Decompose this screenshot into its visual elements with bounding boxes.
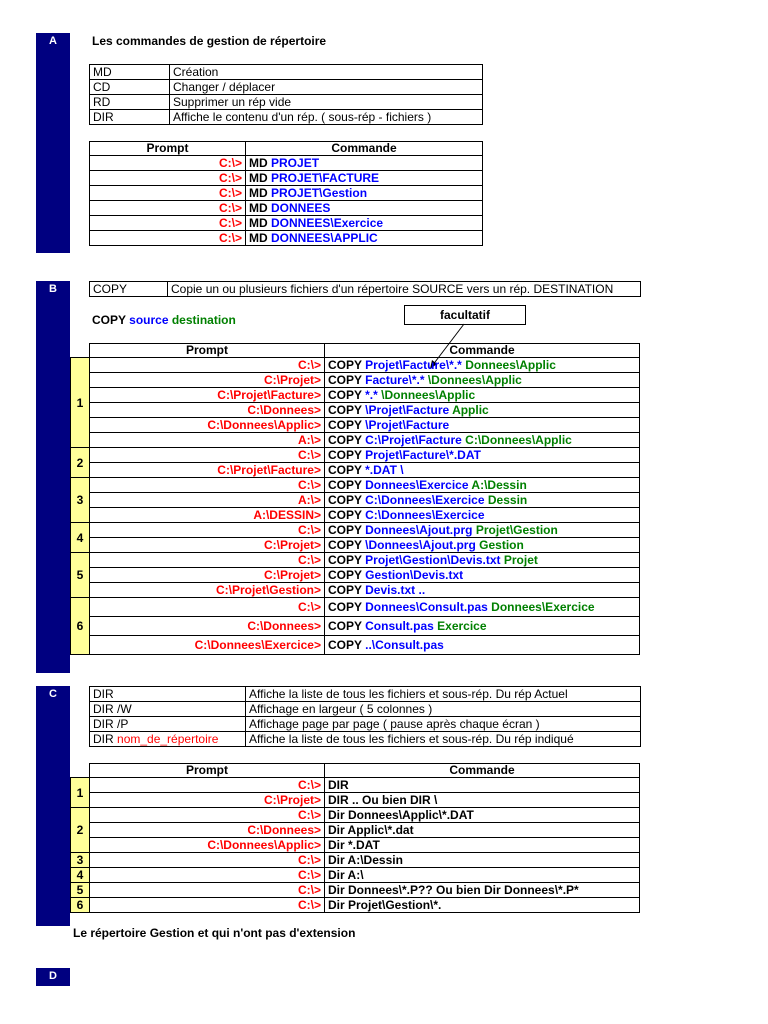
- command-cell: [325, 478, 640, 493]
- prompt-cell: C:\>: [90, 171, 246, 186]
- prompt-cell: C:\Projet\Facture>: [90, 388, 325, 403]
- prompt-cell: C:\Projet>: [90, 793, 325, 808]
- prompt-cell: C:\Donnees>: [90, 403, 325, 418]
- copy-source: ..\Consult.pas: [365, 638, 444, 652]
- command-argument: DONNEES: [271, 201, 331, 215]
- table-row: [71, 358, 640, 373]
- copy-cmd-cell: COPY: [90, 282, 168, 297]
- command-row: [90, 687, 641, 702]
- prompt-cell: C:\>: [90, 808, 325, 823]
- table-row: [71, 793, 640, 808]
- prompt-cell: C:\>: [90, 358, 325, 373]
- prompt-cell: C:\>: [90, 883, 325, 898]
- dir-keyword: DIR: [93, 732, 114, 746]
- table-row: [71, 433, 640, 448]
- prompt-cell: C:\Projet\Gestion>: [90, 583, 325, 598]
- copy-keyword: COPY: [328, 523, 362, 537]
- copy-source: Devis.txt ..: [365, 583, 426, 597]
- copy-source: C:\Donnees\Exercice: [365, 493, 485, 507]
- table-row: [71, 568, 640, 583]
- command-description: Changer / déplacer: [170, 80, 483, 95]
- table-row: [71, 403, 640, 418]
- command-cell: [325, 433, 640, 448]
- table-row: [71, 853, 640, 868]
- copy-source: Consult.pas: [365, 619, 434, 633]
- prompt-cell: C:\Donnees\Exercice>: [90, 636, 325, 655]
- prompt-cell: C:\Donnees\Applic>: [90, 418, 325, 433]
- command-argument: DONNEES\Exercice: [271, 216, 384, 230]
- prompt-cell: A:\DESSIN>: [90, 508, 325, 523]
- group-number: 3: [71, 853, 90, 868]
- group-number: 6: [71, 898, 90, 913]
- group-number: 2: [71, 808, 90, 853]
- copy-keyword: COPY: [328, 403, 362, 417]
- prompt-cell: C:\>: [90, 853, 325, 868]
- table-row: [71, 388, 640, 403]
- section-a-marker: A: [36, 33, 70, 253]
- copy-source: Donnees\Exercice: [365, 478, 469, 492]
- command-keyword: MD: [249, 171, 268, 185]
- facultatif-callout: facultatif: [404, 305, 526, 325]
- command-cell: [325, 583, 640, 598]
- table-row: [71, 373, 640, 388]
- command-cell: [325, 617, 640, 636]
- prompt-header: Prompt: [90, 764, 325, 778]
- copy-source: Gestion\Devis.txt: [365, 568, 464, 582]
- group-number: 5: [71, 553, 90, 598]
- command-header: Commande: [246, 142, 483, 156]
- group-number: 5: [71, 883, 90, 898]
- dir-keyword: DIR /W: [93, 702, 132, 716]
- copy-keyword: COPY: [328, 418, 362, 432]
- table-row: [71, 823, 640, 838]
- copy-destination: Applic: [452, 403, 489, 417]
- prompt-cell: C:\Donnees\Applic>: [90, 838, 325, 853]
- command-description: Création: [170, 65, 483, 80]
- table-row: [71, 598, 640, 617]
- copy-source: Projet\Facture\*.*: [365, 358, 462, 372]
- command-cell: [325, 538, 640, 553]
- copy-destination: \Donnees\Applic: [427, 373, 522, 387]
- prompt-cell: C:\>: [90, 478, 325, 493]
- table-row: [71, 418, 640, 433]
- command-cell: [325, 523, 640, 538]
- copy-keyword: COPY: [328, 508, 362, 522]
- command-keyword: MD: [249, 201, 268, 215]
- syntax-source: source: [129, 313, 169, 327]
- command-name: DIR: [90, 110, 170, 125]
- command-cell: [325, 553, 640, 568]
- prompt-cell: C:\>: [90, 898, 325, 913]
- command-description: Affiche le contenu d'un rép. ( sous-rép - fichiers ): [170, 110, 483, 125]
- prompt-cell: C:\>: [90, 156, 246, 171]
- section-a-title: Les commandes de gestion de répertoire: [92, 34, 327, 48]
- copy-source: \Projet\Facture: [365, 418, 450, 432]
- copy-destination: Gestion: [479, 538, 524, 552]
- command-cell: [325, 418, 640, 433]
- prompt-cell: C:\>: [90, 201, 246, 216]
- copy-desc-cell: Copie un ou plusieurs fichiers d'un répertoire SOURCE vers un rép. DESTINATION: [168, 282, 641, 297]
- table-row: [71, 636, 640, 655]
- table-row: [71, 478, 640, 493]
- command-cell: [325, 636, 640, 655]
- group-number: 6: [71, 598, 90, 655]
- prompt-cell: C:\Projet>: [90, 538, 325, 553]
- prompt-header: Prompt: [90, 142, 246, 156]
- copy-keyword: COPY: [328, 568, 362, 582]
- command-header: Commande: [325, 344, 640, 358]
- command-cell: [325, 598, 640, 617]
- section-b-copy-table: [70, 343, 640, 655]
- table-row: [71, 463, 640, 478]
- command-cell: Dir Applic\*.dat: [325, 823, 640, 838]
- copy-keyword: COPY: [328, 358, 362, 372]
- command-name: MD: [90, 65, 170, 80]
- command-header: Commande: [325, 764, 640, 778]
- table-row: [71, 508, 640, 523]
- command-cell: Dir *.DAT: [325, 838, 640, 853]
- copy-source: Projet\Facture\*.DAT: [365, 448, 481, 462]
- section-c-note: Le répertoire Gestion et qui n'ont pas d'extension: [73, 926, 356, 940]
- table-row: [71, 898, 640, 913]
- command-description: Affichage en largeur ( 5 colonnes ): [246, 702, 641, 717]
- command-cell: [325, 448, 640, 463]
- table-row: [71, 448, 640, 463]
- command-cell: [325, 403, 640, 418]
- command-cell: Dir Donnees\*.P?? Ou bien Dir Donnees\*.P*: [325, 883, 640, 898]
- prompt-cell: C:\>: [90, 216, 246, 231]
- group-number: 3: [71, 478, 90, 523]
- copy-keyword: COPY: [328, 600, 362, 614]
- prompt-cell: C:\>: [90, 868, 325, 883]
- copy-source: \Projet\Facture: [365, 403, 450, 417]
- command-cell: [325, 508, 640, 523]
- command-name: CD: [90, 80, 170, 95]
- copy-destination: C:\Donnees\Applic: [465, 433, 572, 447]
- command-description: Supprimer un rép vide: [170, 95, 483, 110]
- prompt-cell: C:\>: [90, 598, 325, 617]
- copy-source: *.*: [365, 388, 378, 402]
- command-name: RD: [90, 95, 170, 110]
- command-row: [90, 732, 641, 747]
- copy-destination: Exercice: [437, 619, 487, 633]
- copy-destination: Dessin: [487, 493, 528, 507]
- copy-keyword: COPY: [328, 583, 362, 597]
- copy-source: Facture\*.*: [365, 373, 425, 387]
- prompt-cell: A:\>: [90, 493, 325, 508]
- syntax-destination: destination: [171, 313, 236, 327]
- table-row: [71, 523, 640, 538]
- group-number: 4: [71, 868, 90, 883]
- command-description: Affichage page par page ( pause après chaque écran ): [246, 717, 641, 732]
- copy-source: *.DAT \: [365, 463, 404, 477]
- copy-destination: Projet\Gestion: [475, 523, 558, 537]
- prompt-cell: C:\Donnees>: [90, 617, 325, 636]
- table-row: [71, 778, 640, 793]
- command-argument: DONNEES\APPLIC: [271, 231, 378, 245]
- command-row: [90, 702, 641, 717]
- table-row: [71, 553, 640, 568]
- copy-source: C:\Projet\Facture: [365, 433, 462, 447]
- section-d-marker: D: [36, 968, 70, 986]
- command-cell: [325, 388, 640, 403]
- copy-keyword: COPY: [328, 433, 362, 447]
- command-name: [90, 687, 246, 702]
- command-cell: Dir Projet\Gestion\*.: [325, 898, 640, 913]
- command-cell: Dir A:\: [325, 868, 640, 883]
- copy-source: Donnees\Consult.pas: [365, 600, 488, 614]
- copy-keyword: COPY: [328, 553, 362, 567]
- command-description: Affiche la liste de tous les fichiers et sous-rép. Du rép indiqué: [246, 732, 641, 747]
- section-c-dir-table: [70, 763, 640, 913]
- table-row: [71, 808, 640, 823]
- copy-keyword: COPY: [328, 448, 362, 462]
- prompt-cell: C:\>: [90, 523, 325, 538]
- command-cell: [325, 463, 640, 478]
- section-c-marker: C: [36, 686, 70, 926]
- copy-destination: Donnees\Exercice: [491, 600, 595, 614]
- group-number: 4: [71, 523, 90, 553]
- dir-argument: nom_de_répertoire: [117, 732, 219, 746]
- command-name: [90, 702, 246, 717]
- prompt-cell: C:\Projet>: [90, 568, 325, 583]
- command-keyword: MD: [249, 231, 268, 245]
- prompt-cell: A:\>: [90, 433, 325, 448]
- copy-source: \Donnees\Ajout.prg: [365, 538, 476, 552]
- copy-keyword: COPY: [328, 373, 362, 387]
- copy-destination: \Donnees\Applic: [381, 388, 476, 402]
- table-row: [71, 538, 640, 553]
- section-b-marker: B: [36, 281, 70, 673]
- copy-source: Donnees\Ajout.prg: [365, 523, 473, 537]
- command-argument: PROJET: [271, 156, 320, 170]
- command-keyword: MD: [249, 186, 268, 200]
- copy-destination: Donnees\Applic: [465, 358, 556, 372]
- copy-keyword: COPY: [328, 388, 362, 402]
- command-cell: DIR: [325, 778, 640, 793]
- copy-keyword: COPY: [328, 493, 362, 507]
- command-argument: PROJET\Gestion: [271, 186, 368, 200]
- command-cell: DIR .. Ou bien DIR \: [325, 793, 640, 808]
- table-row: [71, 868, 640, 883]
- table-row: [71, 583, 640, 598]
- command-name: [90, 732, 246, 747]
- group-number: 1: [71, 358, 90, 448]
- group-number: 2: [71, 448, 90, 478]
- command-row: [90, 717, 641, 732]
- copy-keyword: COPY: [328, 619, 362, 633]
- copy-source: C:\Donnees\Exercice: [365, 508, 485, 522]
- copy-keyword: COPY: [328, 478, 362, 492]
- table-row: [71, 883, 640, 898]
- copy-keyword: COPY: [328, 538, 362, 552]
- command-argument: PROJET\FACTURE: [271, 171, 380, 185]
- dir-keyword: DIR: [93, 687, 114, 701]
- command-keyword: MD: [249, 216, 268, 230]
- group-number: 1: [71, 778, 90, 808]
- prompt-cell: C:\>: [90, 553, 325, 568]
- command-cell: [325, 358, 640, 373]
- prompt-cell: C:\Projet>: [90, 373, 325, 388]
- command-cell: [325, 568, 640, 583]
- dir-keyword: DIR /P: [93, 717, 129, 731]
- prompt-cell: C:\>: [90, 186, 246, 201]
- command-cell: Dir Donnees\Applic\*.DAT: [325, 808, 640, 823]
- command-cell: [325, 493, 640, 508]
- copy-keyword: COPY: [328, 463, 362, 477]
- copy-keyword: COPY: [328, 638, 362, 652]
- prompt-cell: C:\Donnees>: [90, 823, 325, 838]
- command-keyword: MD: [249, 156, 268, 170]
- copy-destination: A:\Dessin: [471, 478, 527, 492]
- prompt-cell: C:\>: [90, 448, 325, 463]
- command-description: Affiche la liste de tous les fichiers et sous-rép. Du rép Actuel: [246, 687, 641, 702]
- dir-commands-table: [89, 686, 641, 747]
- table-row: [71, 493, 640, 508]
- prompt-header: Prompt: [90, 344, 325, 358]
- command-name: [90, 717, 246, 732]
- copy-destination: Projet: [503, 553, 538, 567]
- command-cell: Dir A:\Dessin: [325, 853, 640, 868]
- table-row: [71, 617, 640, 636]
- prompt-cell: C:\>: [90, 778, 325, 793]
- syntax-copy: COPY: [92, 313, 126, 327]
- prompt-cell: C:\Projet\Facture>: [90, 463, 325, 478]
- table-row: [71, 838, 640, 853]
- copy-source: Projet\Gestion\Devis.txt: [365, 553, 501, 567]
- prompt-cell: C:\>: [90, 231, 246, 246]
- command-cell: [325, 373, 640, 388]
